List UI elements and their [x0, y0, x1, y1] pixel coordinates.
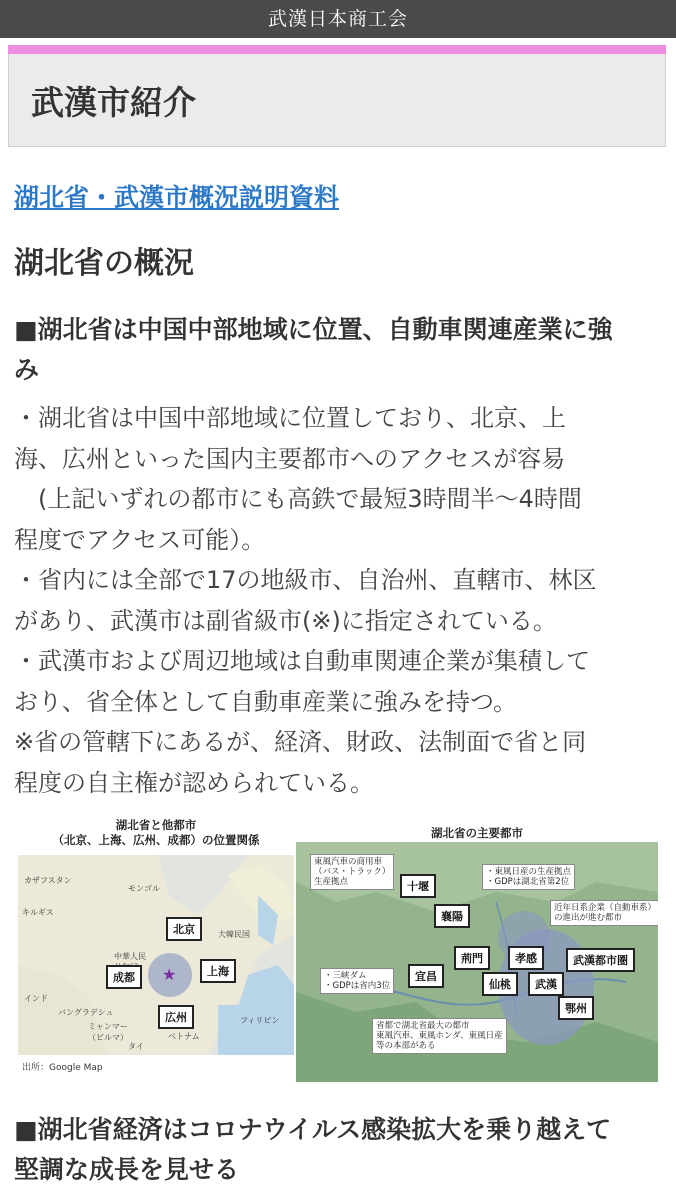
city-wuhan-area: 武漢都市圏 [566, 948, 635, 972]
note-dongfeng-commercial: 東風汽車の商用車 （バス・トラック） 生産拠点 [310, 854, 394, 890]
paragraph-line: ・湖北省は中国中部地域に位置しており、北京、上 [14, 404, 566, 432]
map-label: 大韓民国 [218, 930, 250, 939]
map-label: ベトナム [168, 1032, 200, 1041]
city-chengdu: 成都 [106, 965, 142, 989]
city-guangzhou: 広州 [158, 1005, 194, 1029]
map-label: ミャンマー （ビルマ） [88, 1022, 128, 1042]
doc-link[interactable]: 湖北省・武漢市概況説明資料 [14, 183, 340, 212]
paragraph-line: (上記いずれの都市にも高鉄で最短3時間半～4時間 [14, 485, 582, 513]
paragraph-line: おり、省全体として自動車産業に強みを持つ。 [14, 687, 518, 716]
heading-2-line2: 堅調な成長を見せる [14, 1155, 240, 1184]
city-yichang: 宜昌 [408, 964, 444, 988]
paragraph-line: 程度の自主権が認められている。 [14, 768, 374, 797]
map-label: 中華人民 [114, 952, 146, 961]
map-label: フィリピン [240, 1016, 280, 1025]
city-xiaogan: 孝感 [508, 946, 544, 970]
map-label: タイ [128, 1042, 144, 1051]
city-shiyan: 十堰 [400, 874, 436, 898]
heading-2 [14, 1110, 654, 1190]
section-title: 湖北省の概況 [14, 246, 194, 281]
app-header: 武漢日本商工会 [0, 0, 676, 38]
map-label: モンゴル [128, 884, 160, 893]
city-shanghai: 上海 [200, 959, 236, 983]
map-label: カザフスタン [24, 876, 72, 885]
figure-right [296, 826, 658, 841]
paragraph-line: ・武漢市および周辺地域は自動車関連企業が集積して [14, 647, 590, 675]
city-jingmen: 荊門 [454, 946, 490, 970]
star-icon: ★ [162, 965, 177, 984]
note-three-gorges: ・三峡ダム ・GDPは省内3位 [320, 968, 394, 994]
paragraph-line: ・省内には全部で17の地級市、自治州、直轄市、林区 [14, 566, 597, 594]
map-label: キルギス [22, 908, 54, 917]
map-label: バングラデシュ [58, 1008, 114, 1017]
page-title: 武漢市紹介 [31, 83, 196, 122]
figure-left-title-1: 湖北省と他都市 [115, 818, 197, 832]
heading-1-line2: み [14, 355, 40, 384]
heading-2-line1: ■湖北省経済はコロナウイルス感染拡大を乗り越えて [14, 1115, 612, 1144]
map-china [18, 855, 294, 1055]
paragraph [14, 398, 659, 803]
figure-left [18, 818, 294, 848]
map-label: インド [24, 994, 48, 1003]
note-japanese-auto: 近年日系企業（自動車系） の進出が進む都市 [550, 900, 658, 926]
heading-1 [14, 310, 654, 390]
paragraph-line: ※省の管轄下にあるが、経済、財政、法制面で省と同 [14, 728, 587, 756]
paragraph-line: 海、広州といった国内主要都市へのアクセスが容易 [14, 444, 566, 473]
accent-bar [8, 45, 666, 54]
note-dongfeng-nissan: ・東風日産の生産拠点 ・GDPは湖北省第2位 [482, 864, 575, 890]
figure-right-title: 湖北省の主要都市 [431, 826, 523, 840]
city-ezhou: 鄂州 [558, 996, 594, 1020]
city-wuhan: 武漢 [528, 972, 564, 996]
note-capital: 省都で湖北省最大の都市 東風汽車、東風ホンダ、東風日産 等の本部がある [372, 1018, 507, 1054]
city-xiangyang: 襄陽 [434, 904, 470, 928]
heading-1-line1: ■湖北省は中国中部地域に位置、自動車関連産業に強 [14, 315, 613, 344]
map-source: 出所：Google Map [22, 1063, 103, 1073]
paragraph-line: があり、武漢市は副省級市(※)に指定されている。 [14, 606, 557, 635]
city-beijing: 北京 [166, 917, 202, 941]
map-hubei [296, 842, 658, 1082]
figure-left-title-2: （北京、上海、広州、成都）の位置関係 [52, 833, 260, 847]
paragraph-line: 程度でアクセス可能）。 [14, 525, 266, 554]
page-title-box [8, 45, 666, 147]
city-xiantao: 仙桃 [482, 972, 518, 996]
